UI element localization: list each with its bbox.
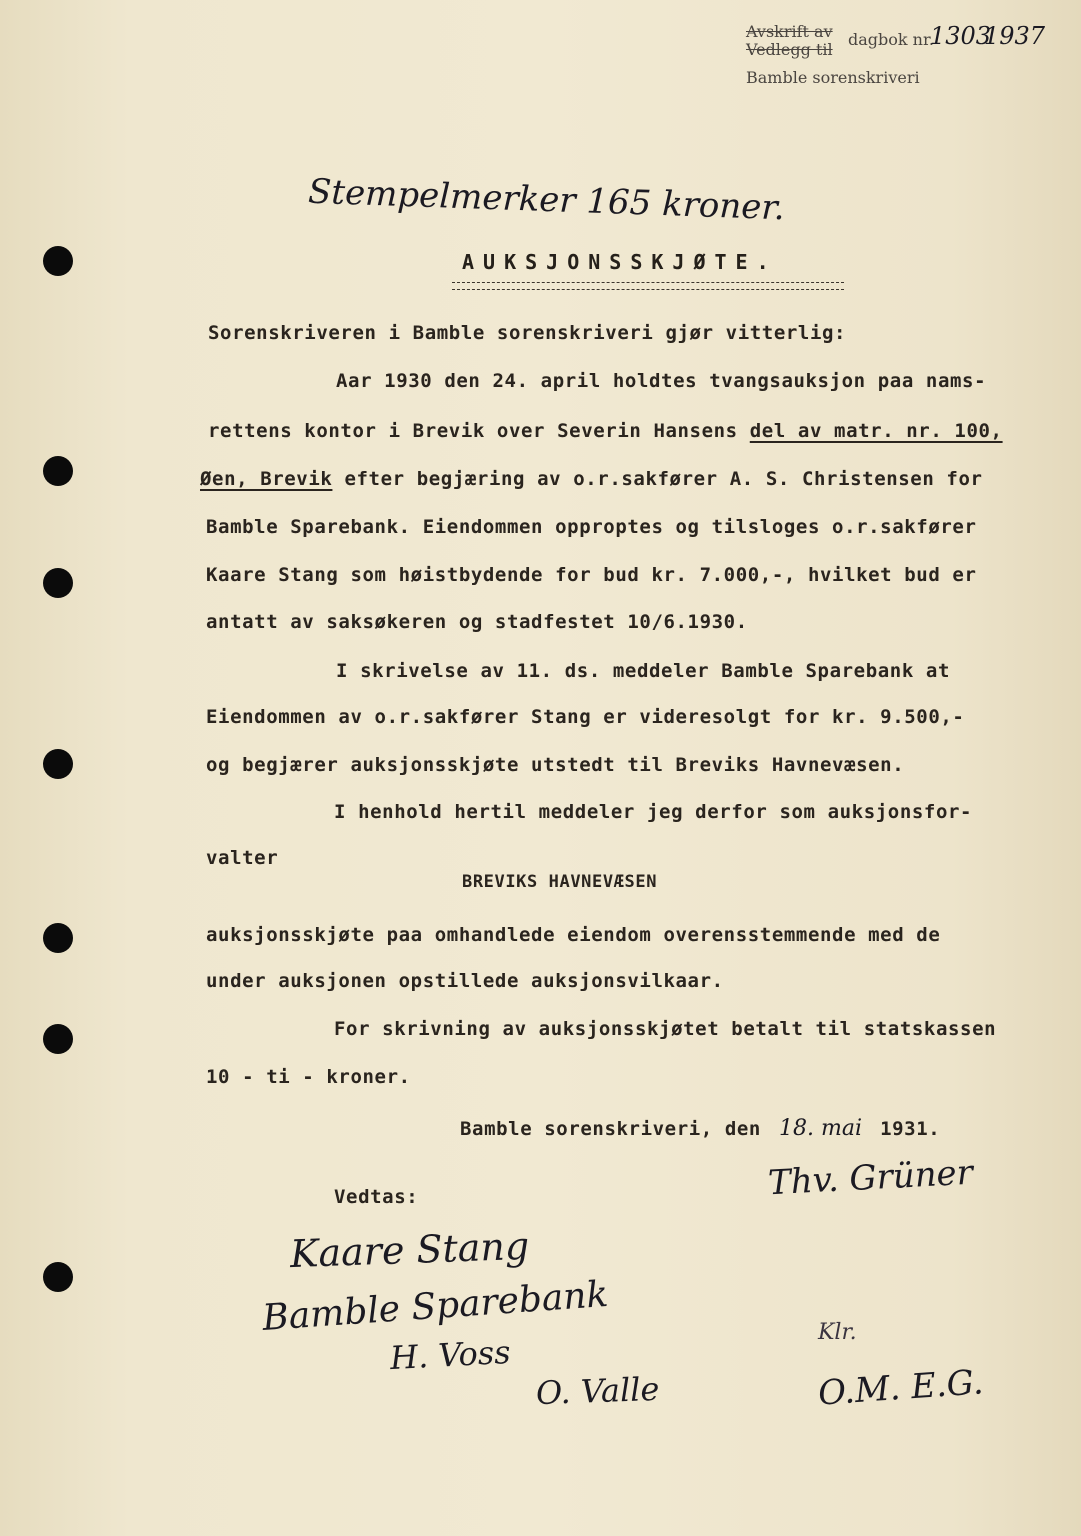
body-line-16: For skrivning av auksjonsskjøtet betalt til statskassen (334, 1018, 997, 1040)
body-line-14: auksjonsskjøte paa omhandlede eiendom overensstemmende med de (206, 924, 941, 946)
punch-hole (43, 923, 73, 953)
header-year: 1937 (984, 22, 1046, 50)
punch-hole (43, 1262, 73, 1292)
dateline-year: 1931. (880, 1118, 941, 1140)
body-line-8: I skrivelse av 11. ds. meddeler Bamble Sparebank at (336, 660, 950, 682)
body-line-3 (208, 420, 1003, 442)
grantee-name: BREVIKS HAVNEVÆSEN (462, 872, 658, 892)
body-line-7: antatt av saksøkeren og stadfestet 10/6.1930. (206, 611, 748, 633)
header-dagbok-nr: 1303 (930, 22, 992, 50)
dateline-prefix: Bamble sorenskriveri, den (460, 1118, 761, 1140)
punch-hole (43, 1024, 73, 1054)
signature-judge: Thv. Grüner (767, 1152, 974, 1204)
signature-voss: H. Voss (389, 1332, 512, 1378)
signature-valle: O. Valle (535, 1369, 660, 1413)
title-underline (452, 282, 844, 290)
header-struck-a: Avskrift av (746, 22, 833, 41)
signature-kaare-stang: Kaare Stang (289, 1223, 530, 1277)
body-line-5: Bamble Sparebank. Eiendommen opproptes og tilsloges o.r.sakfører (206, 516, 977, 538)
body-line-4b: efter begjæring av o.r.sakfører A. S. Christensen for (332, 468, 983, 490)
dateline-date: 18. mai (779, 1116, 863, 1141)
body-line-2: Aar 1930 den 24. april holdtes tvangsauksjon paa nams- (336, 370, 987, 392)
body-line-4 (200, 468, 983, 490)
header-dagbok-label: dagbok nr. (848, 30, 934, 49)
punch-hole (43, 456, 73, 486)
body-line-15: under auksjonen opstillede auksjonsvilkaar. (206, 970, 724, 992)
body-line-6: Kaare Stang som høistbydende for bud kr. 7.000,-, hvilket bud er (206, 564, 977, 586)
body-line-11: I henhold hertil meddeler jeg derfor som auksjonsfor- (334, 801, 973, 823)
vedtas-label: Vedtas: (334, 1186, 419, 1208)
punch-hole (43, 749, 73, 779)
body-line-9: Eiendommen av o.r.sakfører Stang er videresolgt for kr. 9.500,- (206, 706, 965, 728)
signature-bamble-sparebank: Bamble Sparebank (260, 1273, 610, 1340)
body-line-1: Sorenskriveren i Bamble sorenskriveri gjør vitterlig: (208, 322, 847, 344)
punch-hole (43, 246, 73, 276)
body-line-3a: rettens kontor i Brevik over Severin Hansens (208, 420, 750, 442)
property-location: Øen, Brevik (200, 468, 333, 490)
property-reference: del av matr. nr. 100, (749, 420, 1003, 442)
header-struck-b: Vedlegg til (746, 40, 833, 59)
punch-hole (43, 568, 73, 598)
document-title: AUKSJONSSKJØTE. (462, 250, 778, 274)
klr-mark: Klr. (818, 1320, 857, 1345)
body-line-17: 10 - ti - kroner. (206, 1066, 411, 1088)
body-line-12: valter (206, 847, 279, 869)
header-office: Bamble sorenskriveri (746, 68, 920, 87)
body-line-10: og begjærer auksjonsskjøte utstedt til Breviks Havnevæsen. (206, 754, 905, 776)
stamp-duty-note: Stempelmerker 165 kroner. (307, 171, 786, 229)
registry-initials: O.M. E.G. (816, 1362, 985, 1414)
dateline (460, 1116, 940, 1141)
